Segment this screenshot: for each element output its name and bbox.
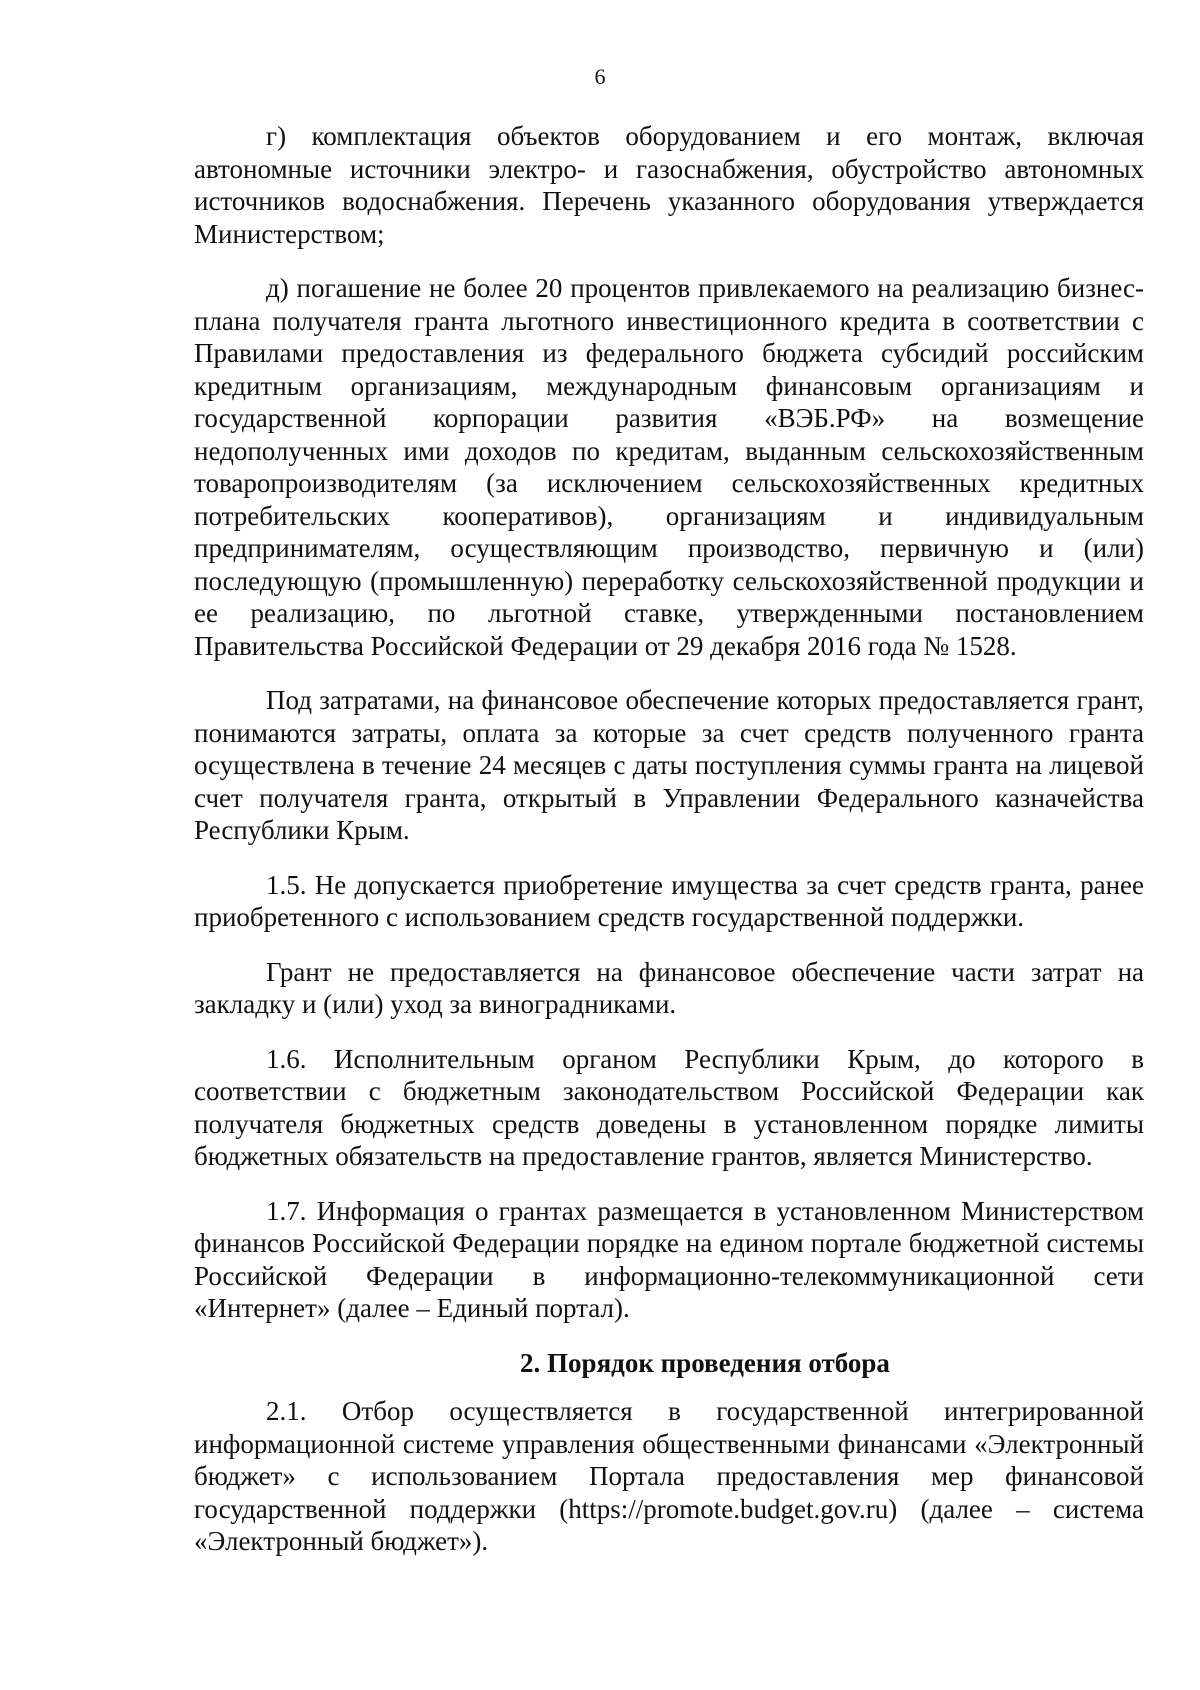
paragraph-1-6: 1.6. Исполнительным органом Республики Крым, до которого в соответствии с бюджетным законодательством Российской Федерации как получателя бюджетных средств доведены в установленном порядке лимиты бюджетных обязательств на предоставление грантов, является Министерство. (194, 1043, 1144, 1171)
paragraph-1-5: 1.5. Не допускается приобретение имущества за счет средств гранта, ранее приобретенного с использованием средств государственной поддержки. (194, 869, 1144, 932)
paragraph-costs-definition: Под затратами, на финансовое обеспечение которых предоставляется грант, понимаются затраты, оплата за которые за счет средств полученного гранта осуществлена в течение 24 месяцев с даты поступления суммы гранта на лицевой счет получателя гранта, открытый в Управлении Федерального казначейства Республики Крым. (194, 685, 1144, 845)
section-heading: 2. Порядок проведения отбора (520, 1347, 890, 1378)
paragraph-loan-repayment: д) погашение не более 20 процентов привлекаемого на реализацию бизнес-плана получателя гранта льготного инвестиционного кредита в соответствии с Правилами предоставления из федерального бюджета субсидий российским кредитным организациям, международным финансовым организациям и государственной корпорации развития «ВЭБ.РФ» на возмещение недополученных ими доходов по кредитам, выданным сельскохозяйственным товаропроизводителям (за исключением сельскохозяйственных кредитных потребительских кооперативов), организациям и индивидуальным предпринимателям, осуществляющим производство, первичную и (или) последующую (промышленную) переработку сельскохозяйственной продукции и ее реализацию, по льготной ставке, утвержденными постановлением Правительства Российской Федерации от 29 декабря 2016 года № 1528. (194, 273, 1144, 661)
paragraph-vineyards: Грант не предоставляется на финансовое обеспечение части затрат на закладку и (или) уход за виноградниками. (194, 956, 1144, 1019)
document-body (194, 120, 1144, 1580)
paragraph-1-7: 1.7. Информация о грантах размещается в установленном Министерством финансов Российской Федерации порядке на едином портале бюджетной системы Российской Федерации в информационно-телекоммуникационной сети «Интернет» (далее – Единый портал). (194, 1195, 1144, 1323)
paragraph-equipment: г) комплектация объектов оборудованием и его монтаж, включая автономные источники электро- и газоснабжения, обустройство автономных источников водоснабжения. Перечень указанного оборудования утверждается Министерством; (194, 121, 1144, 249)
page-number: 6 (594, 64, 606, 89)
paragraph-2-1: 2.1. Отбор осуществляется в государственной интегрированной информационной системе управления общественными финансами «Электронный бюджет» с использованием Портала предоставления мер финансовой государственной поддержки (https://promote.budget.gov.ru) (далее – система «Электронный бюджет»). (194, 1396, 1144, 1556)
